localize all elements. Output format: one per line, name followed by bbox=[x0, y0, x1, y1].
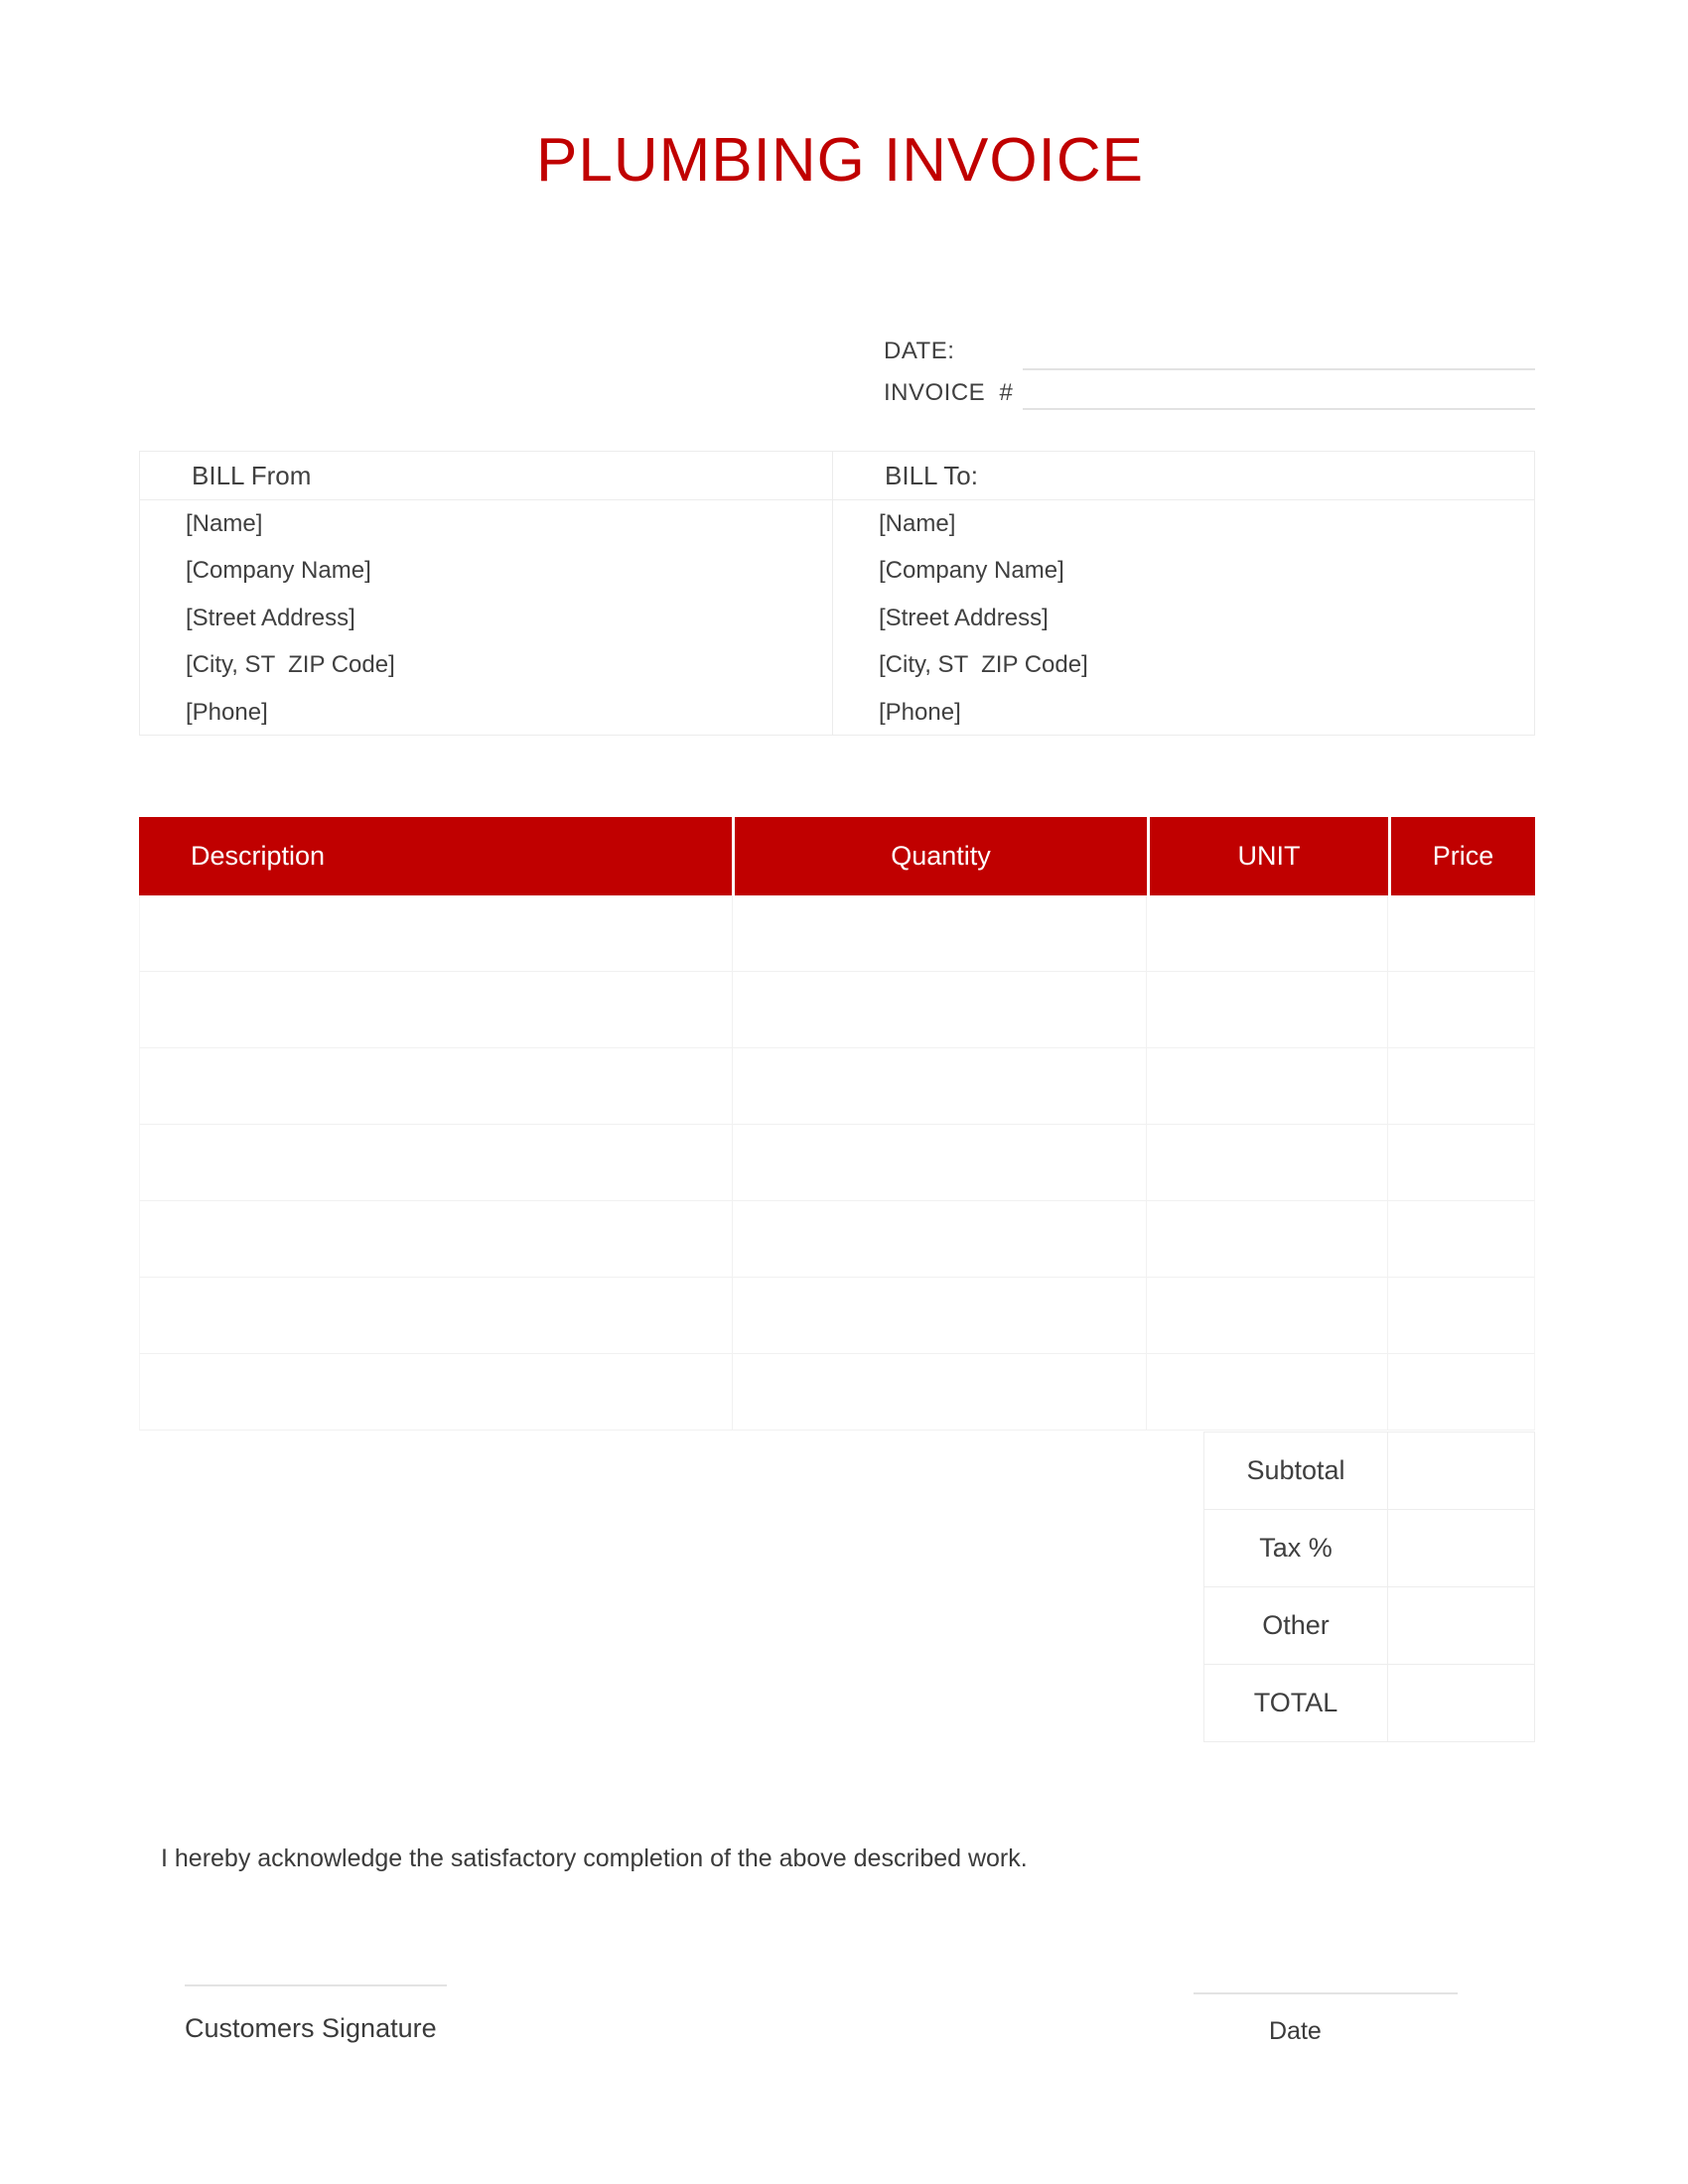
price-cell[interactable] bbox=[1387, 1125, 1534, 1200]
bill-from-city-placeholder[interactable]: [City, ST ZIP Code] bbox=[186, 651, 395, 679]
bill-to-city-placeholder[interactable]: [City, ST ZIP Code] bbox=[879, 651, 1088, 679]
customer-signature-line[interactable] bbox=[185, 1984, 447, 1986]
other-row bbox=[1203, 1587, 1535, 1665]
price-column-header: Price bbox=[1388, 817, 1535, 895]
unit-cell[interactable] bbox=[1146, 1354, 1387, 1430]
total-value-cell[interactable] bbox=[1387, 1665, 1535, 1741]
price-cell[interactable] bbox=[1387, 972, 1534, 1047]
description-column-header: Description bbox=[191, 841, 326, 871]
page-title: PLUMBING INVOICE bbox=[536, 126, 1144, 195]
quantity-cell[interactable] bbox=[732, 1048, 1147, 1124]
table-row bbox=[139, 1278, 1535, 1354]
price-cell[interactable] bbox=[1387, 1278, 1534, 1353]
acknowledgment-text: I hereby acknowledge the satisfactory completion of the above described work. bbox=[161, 1844, 1028, 1872]
description-cell[interactable] bbox=[140, 1354, 732, 1430]
price-cell[interactable] bbox=[1387, 895, 1534, 971]
items-table-body bbox=[139, 895, 1535, 1431]
items-table bbox=[139, 817, 1535, 1431]
unit-cell[interactable] bbox=[1146, 1048, 1387, 1124]
tax-label: Tax % bbox=[1203, 1510, 1387, 1586]
description-cell[interactable] bbox=[140, 1048, 732, 1124]
table-row bbox=[139, 895, 1535, 972]
bill-to-section bbox=[832, 452, 1534, 735]
signature-date-line[interactable] bbox=[1194, 1992, 1458, 1994]
invoice-number-input-line[interactable] bbox=[1023, 408, 1535, 410]
unit-cell[interactable] bbox=[1146, 1201, 1387, 1277]
quantity-cell[interactable] bbox=[732, 972, 1147, 1047]
invoice-number-label: INVOICE # bbox=[884, 379, 1014, 406]
customer-signature-label: Customers Signature bbox=[185, 2013, 437, 2043]
unit-cell[interactable] bbox=[1146, 1125, 1387, 1200]
bill-from-section bbox=[140, 452, 832, 735]
unit-cell[interactable] bbox=[1146, 1278, 1387, 1353]
bill-from-phone-placeholder[interactable]: [Phone] bbox=[186, 698, 268, 726]
table-row bbox=[139, 1048, 1535, 1125]
bill-from-header: BILL From bbox=[140, 452, 832, 500]
description-cell[interactable] bbox=[140, 1201, 732, 1277]
total-label: TOTAL bbox=[1203, 1665, 1387, 1741]
quantity-cell[interactable] bbox=[732, 1201, 1147, 1277]
bill-to-phone-placeholder[interactable]: [Phone] bbox=[879, 698, 961, 726]
subtotal-value-cell[interactable] bbox=[1387, 1433, 1535, 1509]
quantity-cell[interactable] bbox=[732, 1125, 1147, 1200]
billing-section bbox=[139, 451, 1535, 736]
price-cell[interactable] bbox=[1387, 1048, 1534, 1124]
bill-from-name-placeholder[interactable]: [Name] bbox=[186, 510, 263, 537]
unit-column-header: UNIT bbox=[1147, 817, 1388, 895]
quantity-cell[interactable] bbox=[732, 1278, 1147, 1353]
total-row bbox=[1203, 1665, 1535, 1742]
table-row bbox=[139, 1354, 1535, 1431]
items-table-header bbox=[139, 817, 1535, 895]
other-label: Other bbox=[1203, 1587, 1387, 1664]
description-cell[interactable] bbox=[140, 972, 732, 1047]
bill-to-name-placeholder[interactable]: [Name] bbox=[879, 510, 956, 537]
tax-value-cell[interactable] bbox=[1387, 1510, 1535, 1586]
description-cell[interactable] bbox=[140, 895, 732, 971]
bill-to-header: BILL To: bbox=[833, 452, 1534, 500]
tax-row bbox=[1203, 1510, 1535, 1587]
bill-from-street-placeholder[interactable]: [Street Address] bbox=[186, 604, 355, 631]
table-row bbox=[139, 1125, 1535, 1201]
unit-cell[interactable] bbox=[1146, 972, 1387, 1047]
table-row bbox=[139, 972, 1535, 1048]
signature-date-label: Date bbox=[1269, 2017, 1322, 2045]
quantity-cell[interactable] bbox=[732, 895, 1147, 971]
subtotal-label: Subtotal bbox=[1203, 1433, 1387, 1509]
description-cell[interactable] bbox=[140, 1125, 732, 1200]
subtotal-row bbox=[1203, 1433, 1535, 1510]
date-input-line[interactable] bbox=[1023, 368, 1535, 370]
table-row bbox=[139, 1201, 1535, 1278]
date-label: DATE: bbox=[884, 338, 955, 364]
price-cell[interactable] bbox=[1387, 1201, 1534, 1277]
bill-to-street-placeholder[interactable]: [Street Address] bbox=[879, 604, 1049, 631]
other-value-cell[interactable] bbox=[1387, 1587, 1535, 1664]
bill-from-company-placeholder[interactable]: [Company Name] bbox=[186, 557, 371, 585]
description-cell[interactable] bbox=[140, 1278, 732, 1353]
price-cell[interactable] bbox=[1387, 1354, 1534, 1430]
totals-section bbox=[1203, 1432, 1535, 1742]
unit-cell[interactable] bbox=[1146, 895, 1387, 971]
quantity-column-header: Quantity bbox=[732, 817, 1147, 895]
bill-to-company-placeholder[interactable]: [Company Name] bbox=[879, 557, 1064, 585]
quantity-cell[interactable] bbox=[732, 1354, 1147, 1430]
